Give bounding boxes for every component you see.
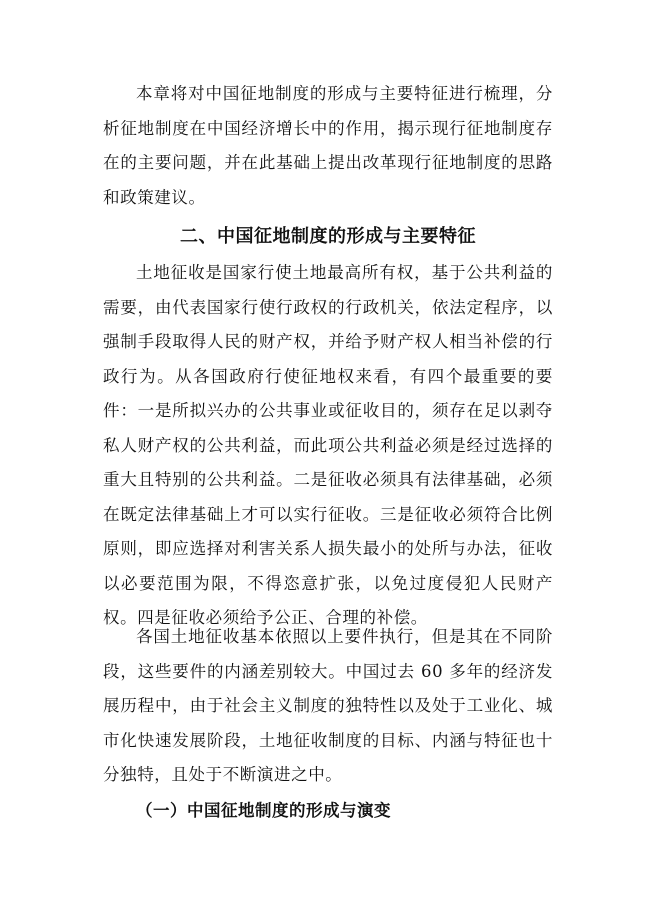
subsection-heading: （一）中国征地制度的形成与演变 xyxy=(136,801,391,820)
definition-paragraph: 土地征收是国家行使土地最高所有权，基于公共利益的需要，由代表国家行使行政权的行政机关，依法定程序，以强制手段取得人民的财产权，并给予财产权人相当补偿的行政行为。从各国政府行使征地权来看，有四个最重要的要件：一是所拟兴办的公共事业或征收目的，须存在足以剥夺私人财产权的公共利益，而此项公共利益必须是经过选择的重大且特别的公共利益。二是征收必须具有法律基础，必须在既定法律基础上才可以实行征收。三是征收必须符合比例原则，即应选择对利害关系人损失最小的处所与办法，征收以必要范围为限，不得恣意扩张，以免过度侵犯人民财产权。四是征收必须给予公正、合理的补偿。 xyxy=(103,263,553,627)
china-paragraph: 各国土地征收基本依照以上要件执行，但是其在不同阶段，这些要件的内涵差别较大。中国过去 60 多年的经济发展历程中，由于社会主义制度的独特性以及处于工业化、城市化快速发展阶段，土地征收制度的目标、内涵与特征也十分独特，且处于不断演进之中。 xyxy=(103,627,553,784)
section-heading: 二、中国征地制度的形成与主要特征 xyxy=(180,226,476,247)
intro-paragraph: 本章将对中国征地制度的形成与主要特征进行梳理，分析征地制度在中国经济增长中的作用，揭示现行征地制度存在的主要问题，并在此基础上提出改革现行征地制度的思路和政策建议。 xyxy=(103,84,553,207)
